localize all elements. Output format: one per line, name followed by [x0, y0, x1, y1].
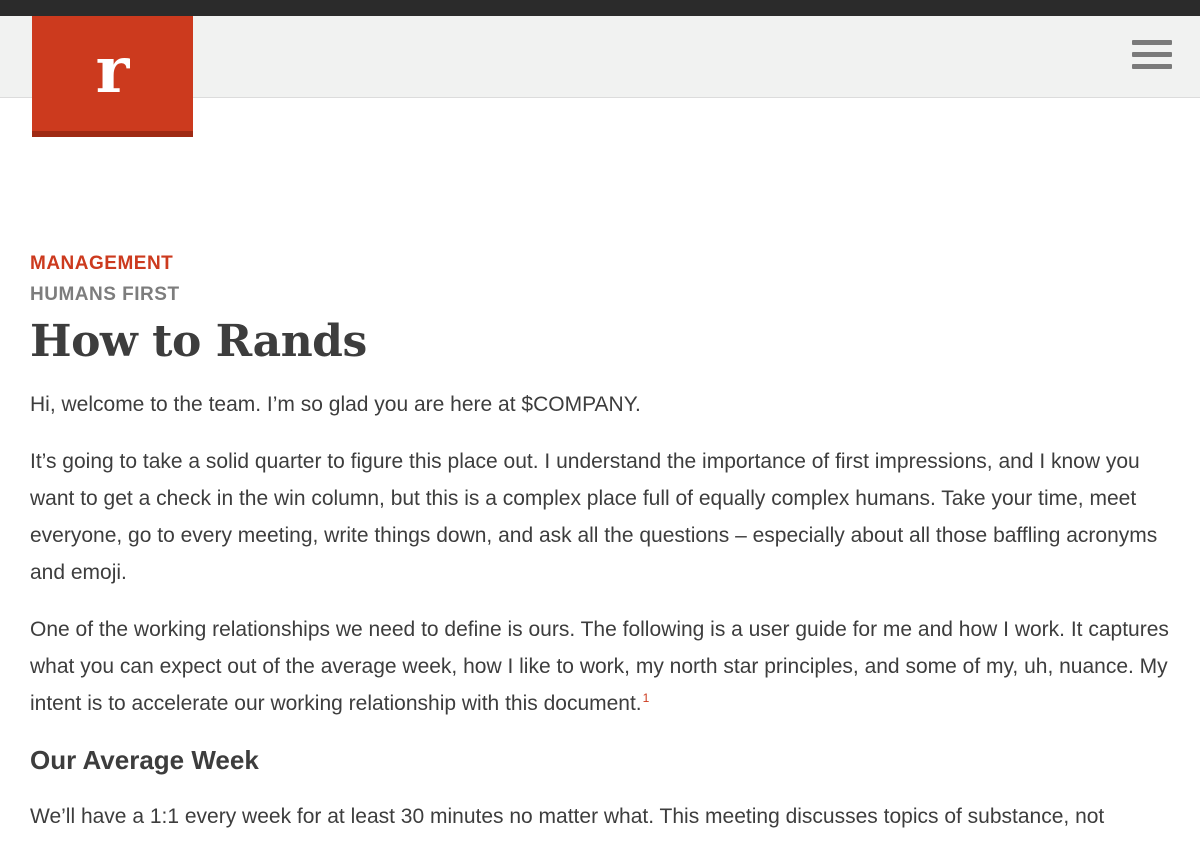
paragraph-first-quarter: It’s going to take a solid quarter to figure this place out. I understand the importance of first impressions, and I know you want to get a check in the win column, but this is a complex place full of equally complex humans. Take your time, meet everyone, go to every meeting, write things down, and ask all the questions – especially about all those baffling acronyms and emoji.: [30, 450, 1158, 584]
paragraph-user-guide-text: One of the working relationships we need to define is ours. The following is a user guide for me and how I work. It captures what you can expect out of the average week, how I like to work, my north star principles, and some of my, uh, nuance. My intent is to accelerate our working relationship with this document.: [30, 618, 1169, 715]
hamburger-menu-icon[interactable]: [1128, 34, 1176, 74]
paragraph-intro: Hi, welcome to the team. I’m so glad you are here at $COMPANY.: [30, 393, 641, 416]
article-title: How to Rands: [30, 316, 367, 367]
site-logo[interactable]: [32, 16, 193, 137]
footnote-link[interactable]: 1: [642, 691, 650, 705]
section-heading-average-week: Our Average Week: [30, 745, 259, 775]
article: [30, 250, 1170, 835]
category-link[interactable]: MANAGEMENT: [30, 253, 174, 274]
top-strip: [0, 0, 1200, 16]
logo-letter: r: [95, 32, 130, 108]
menu-bar: [1132, 64, 1172, 69]
menu-bar: [1132, 40, 1172, 45]
subcategory-label: HUMANS FIRST: [30, 284, 180, 305]
paragraph-weekly-one-on-one: We’ll have a 1:1 every week for at least 30 minutes no matter what. This meeting discusses topics of substance, not: [30, 805, 1105, 828]
menu-bar: [1132, 52, 1172, 57]
paragraph-user-guide: [30, 611, 1170, 722]
